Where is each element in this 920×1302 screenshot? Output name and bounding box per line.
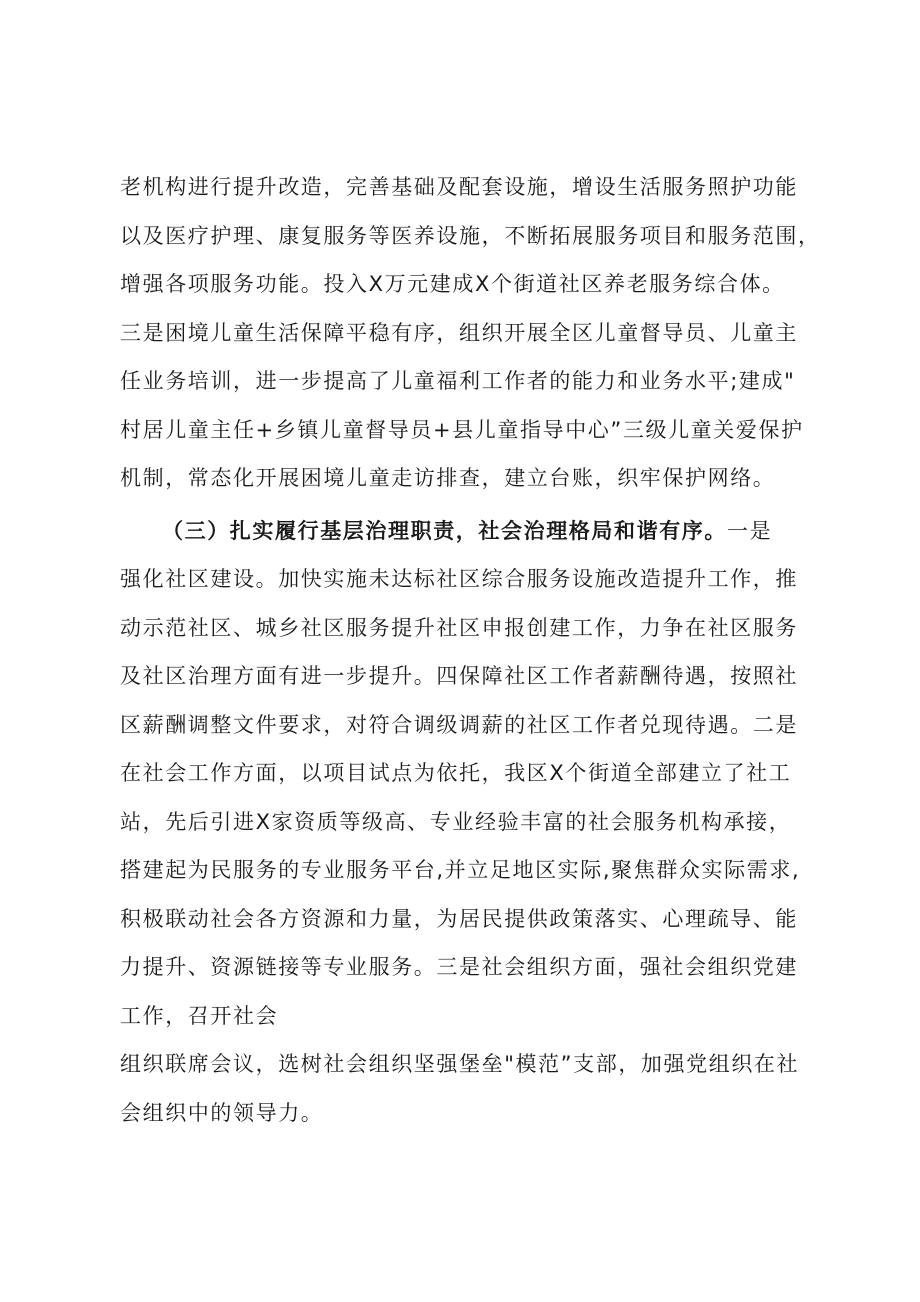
text-line: 增强各项服务功能。投入X万元建成X个街道社区养老服务综合体。 <box>120 272 785 296</box>
text-line: 三是困境儿童生活保障平稳有序，组织开展全区儿童督导员、儿童主 <box>120 320 798 345</box>
text-line: 力提升、资源链接等专业服务。三是社会组织方面，强社会组织党建 <box>120 955 798 979</box>
text-line: 搭建起为民服务的专业服务平台,并立足地区实际,聚焦群众实际需求, <box>120 858 801 882</box>
text-line: 强化社区建设。加快实施未达标社区综合服务设施改造提升工作，推 <box>120 567 798 591</box>
text-line: 以及医疗护理、康复服务等医养设施，不断拓展服务项目和服务范围， <box>120 223 821 248</box>
text-line: 组织联席会议，选树社会组织坚强堡垒"模范”支部，加强党组织在社 <box>120 1052 800 1076</box>
text-line: 积极联动社会各方资源和力量，为居民提供政策落实、心理疏导、能 <box>120 906 798 931</box>
text-line: 机制，常态化开展困境儿童走访排查，建立台账，织牢保护网络。 <box>120 466 776 490</box>
text-line: 任业务培训，进一步提高了儿童福利工作者的能力和业务水平;建成" <box>120 369 796 393</box>
text-line: 站，先后引进X家资质等级高、专业经验丰富的社会服务机构承接， <box>120 809 792 834</box>
text-line: 会组织中的领导力。 <box>120 1100 324 1125</box>
document-body <box>120 163 820 1137</box>
section-heading-line <box>120 507 820 556</box>
text-line: 及社区治理方面有进一步提升。四保障社区工作者薪酬待遇，按照社 <box>120 664 798 688</box>
text-line: 老机构进行提升改造，完善基础及配套设施，增设生活服务照护功能 <box>120 175 798 199</box>
section-heading-tail: 一是 <box>727 518 773 543</box>
text-line: 村居儿童主任+乡镇儿童督导员+县儿童指导中心”三级儿童关爱保护 <box>120 417 804 442</box>
text-line: 动示范社区、城乡社区服务提升社区申报创建工作，力争在社区服务 <box>120 615 798 640</box>
text-line: 区薪酬调整文件要求，对符合调级调薪的社区工作者兑现待遇。二是 <box>120 712 798 737</box>
section-heading: （三）扎实履行基层治理职责，社会治理格局和谐有序。 <box>162 518 727 543</box>
text-line: 在社会工作方面，以项目试点为依托，我区X个街道全部建立了社工 <box>120 761 792 785</box>
text-line: 工作，召开社会 <box>120 1003 279 1028</box>
